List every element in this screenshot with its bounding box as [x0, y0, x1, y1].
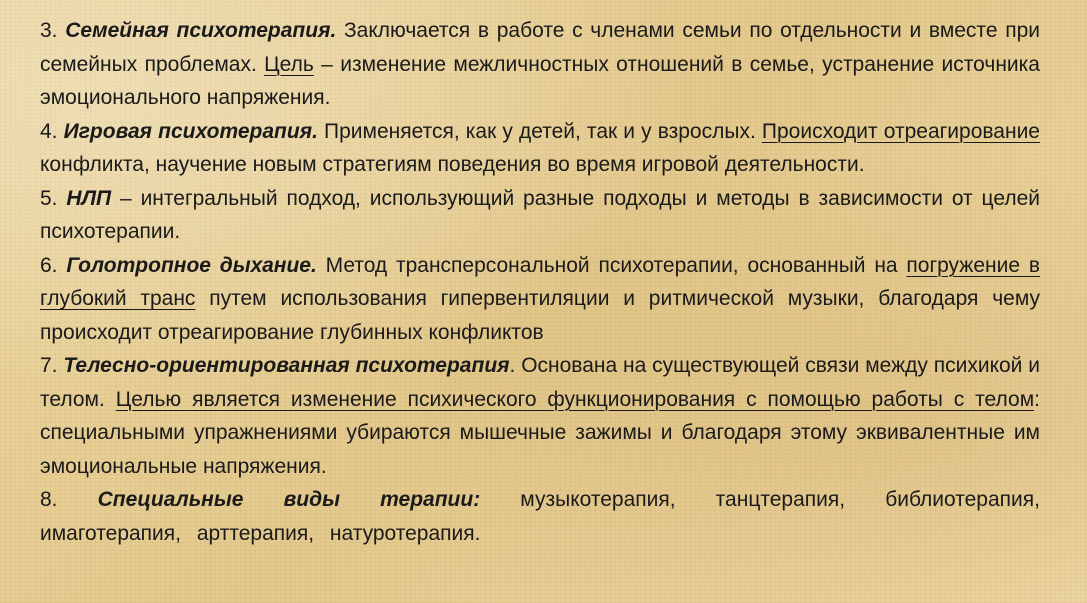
item-number: 3.: [40, 19, 58, 42]
item-text: Применяется, как у детей, так и у взрослых.: [317, 119, 762, 143]
item-title: Телесно-ориентированная психотерапия: [63, 354, 510, 377]
list-item-nlp: [40, 182, 1040, 249]
item-text: . Основана на существующей связи между психикой и телом.: [40, 354, 1040, 411]
item-number: 7.: [40, 354, 58, 377]
item-text-continued: путем использования гипервентиляции и ритмической музыки, благодаря чему происходит отреагирование глубинных конфликтов: [40, 287, 1040, 344]
list-item-body-oriented-therapy: [40, 349, 1040, 483]
item-text: музыкотерапия, танцтерапия, библиотерапия, имаготерапия, арттерапия, натуротерапия.: [40, 488, 1040, 545]
item-text-continued: конфликта, научение новым стратегиям поведения во время игровой деятельности.: [40, 153, 865, 176]
item-underlined-text: Цель: [264, 52, 314, 76]
item-title: Семейная психотерапия.: [65, 19, 337, 42]
item-title: Игровая психотерапия.: [63, 119, 318, 143]
item-number: 4.: [40, 119, 58, 143]
item-text: Метод трансперсональной психотерапии, основанный на: [316, 253, 907, 277]
item-underlined-text: Происходит отреагирование: [761, 119, 1040, 143]
list-item-holotropic-breathing: [40, 249, 1040, 350]
item-underlined-text: Целью является изменение психического функционирования с помощью работы с телом: [115, 387, 1035, 411]
item-number: 8.: [40, 488, 58, 511]
item-text-continued: : специальными упражнениями убираются мышечные зажимы и благодаря этому эквивалентные им эмоциональные напряжения.: [40, 387, 1040, 478]
item-text: Заключается в работе с членами семьи по отдельности и вместе при семейных проблемах.: [40, 19, 1040, 76]
item-underlined-text: погружение в глубокий транс: [40, 253, 1040, 310]
item-title: НЛП: [66, 186, 112, 210]
document-page: [40, 14, 1040, 550]
item-number: 6.: [40, 253, 58, 277]
item-text-continued: – изменение межличностных отношений в семье, устранение источника эмоционального напряжения.: [40, 52, 1040, 109]
list-item-play-therapy: [40, 115, 1040, 182]
item-number: 5.: [40, 186, 58, 210]
list-item-special-therapies: [40, 483, 1040, 550]
item-text: – интегральный подход, использующий разные подходы и методы в зависимости от целей психотерапии.: [40, 186, 1040, 243]
list-item-family-therapy: [40, 14, 1040, 115]
item-title: Специальные виды терапии:: [97, 488, 481, 511]
item-title: Голотропное дыхание.: [66, 253, 317, 277]
